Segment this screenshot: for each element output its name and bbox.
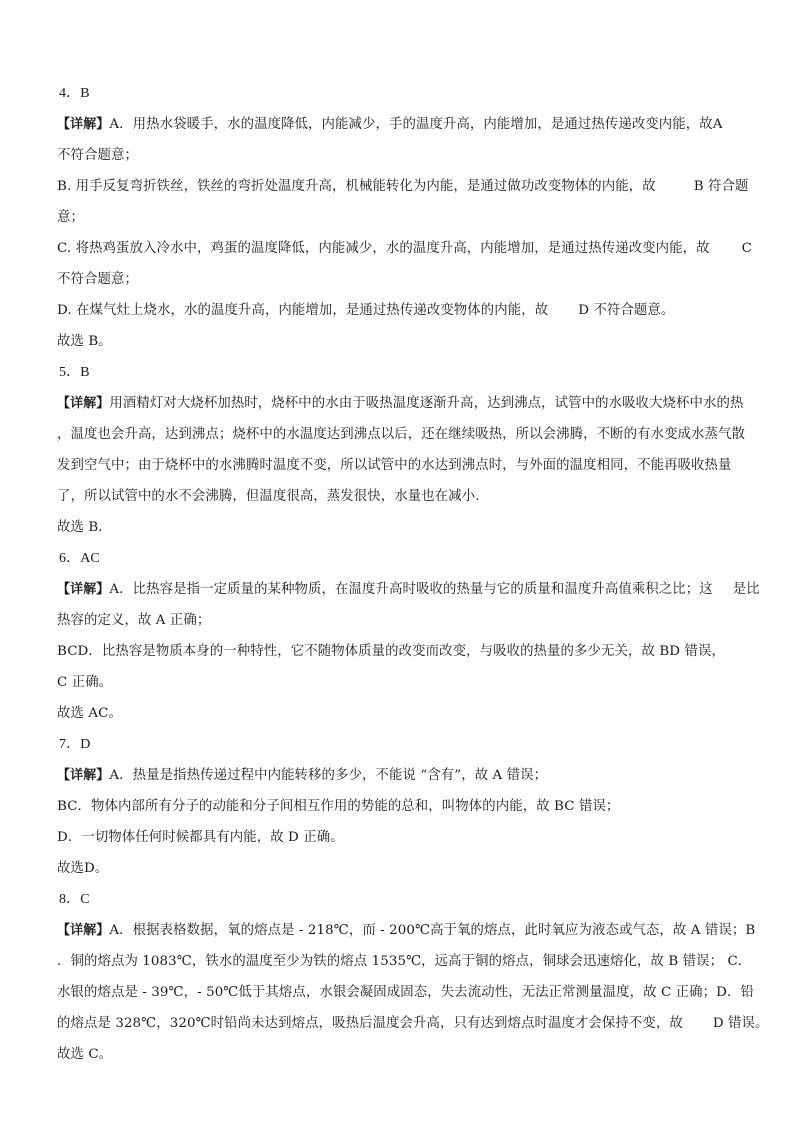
question-number-6: 6．AC [59, 551, 100, 566]
explanation-line: ，温度也会升高，达到沸点；烧杯中的水温度达到沸点以后，还在继续吸热，所以会沸腾，不断的有水变成水蒸气散 [57, 427, 746, 442]
question-number-7: 7．D [59, 737, 91, 752]
answer-line: 故选 AC。 [57, 706, 122, 721]
explanation-line: D. 在煤气灶上烧水，水的温度升高，内能增加，是通过热传递改变物体的内能，故 D 不符合题意。 [57, 303, 675, 318]
explanation-line: BCD．比热容是物质本身的一种特性，它不随物体质量的改变而改变，与吸收的热量的多少无关，故 BD 错误， [57, 644, 725, 659]
answer-content [57, 78, 769, 1070]
explanation-line: 发到空气中；由于烧杯中的水沸腾时温度不变，所以试管中的水达到沸点时，与外面的温度相同，不能再吸收热量 [57, 458, 732, 473]
explanation-line: C. 将热鸡蛋放入冷水中，鸡蛋的温度降低，内能减少，水的温度升高，内能增加，是通过热传递改变内能，故 C [57, 241, 752, 256]
answer-line: 故选 B。 [57, 334, 112, 349]
answer-line: 故选D。 [57, 861, 109, 876]
explanation-line: 了，所以试管中的水不会沸腾，但温度很高，蒸发很快，水量也在减小. [57, 489, 480, 504]
explanation-line: 【详解】A．比热容是指一定质量的某种物质，在温度升高时吸收的热量与它的质量和温度升高值乘积之比；这 是比 [57, 582, 760, 597]
question-number-8: 8．C [59, 892, 90, 907]
explanation-line: D．一切物体任何时候都具有内能，故 D 正确。 [57, 830, 344, 845]
explanation-tag: 【详解】 [57, 117, 110, 132]
explanation-tag: 【详解】 [57, 923, 110, 938]
explanation-line: C 正确。 [57, 675, 113, 690]
explanation-line: 不符合题意； [57, 272, 138, 287]
explanation-line: B. 用手反复弯折铁丝，铁丝的弯折处温度升高，机械能转化为内能，是通过做功改变物体的内能，故 B 符合题 [57, 179, 749, 194]
answer-line: 故选 B． [57, 520, 112, 535]
explanation-line: 热容的定义，故 A 正确； [57, 613, 211, 628]
explanation-line: 不符合题意； [57, 148, 138, 163]
explanation-line: 【详解】A．热量是指热传递过程中内能转移的多少，不能说 “含有”，故 A 错误； [57, 768, 548, 783]
answer-line: 故选 C。 [57, 1047, 113, 1062]
explanation-line: 水银的熔点是 - 39℃，- 50℃低于其熔点，水银会凝固成固态，失去流动性，无法正常测量温度，故 C 正确；D．铅 [57, 985, 754, 1000]
explanation-tag: 【详解】 [57, 768, 110, 783]
explanation-line: ．铜的熔点为 1083℃，铁水的温度至少为铁的熔点 1535℃，远高于铜的熔点，铜球会迅速熔化，故 B 错误； C． [57, 954, 752, 969]
question-number-4: 4．B [59, 86, 90, 101]
explanation-line: 【详解】用酒精灯对大烧杯加热时，烧杯中的水由于吸热温度逐渐升高，达到沸点，试管中的水吸收大烧杯中水的热 [57, 396, 744, 411]
question-number-5: 5．B [59, 365, 90, 380]
explanation-tag: 【详解】 [57, 396, 110, 411]
explanation-line: 【详解】A．用热水袋暖手，水的温度降低，内能减少，手的温度升高，内能增加，是通过热传递改变内能，故A [57, 117, 723, 132]
explanation-line: 的熔点是 328℃，320℃时铅尚未达到熔点，吸热后温度会升高，只有达到熔点时温度才会保持不变，故 D 错误。 [57, 1016, 769, 1031]
explanation-line: BC．物体内部所有分子的动能和分子间相互作用的势能的总和，叫物体的内能，故 BC 错误； [57, 799, 620, 814]
explanation-line: 【详解】A．根据表格数据，氧的熔点是 - 218℃，而 - 200℃高于氧的熔点，此时氧应为液态或气态，故 A 错误；B [57, 923, 756, 938]
explanation-line: 意； [57, 210, 84, 225]
explanation-tag: 【详解】 [57, 582, 110, 597]
